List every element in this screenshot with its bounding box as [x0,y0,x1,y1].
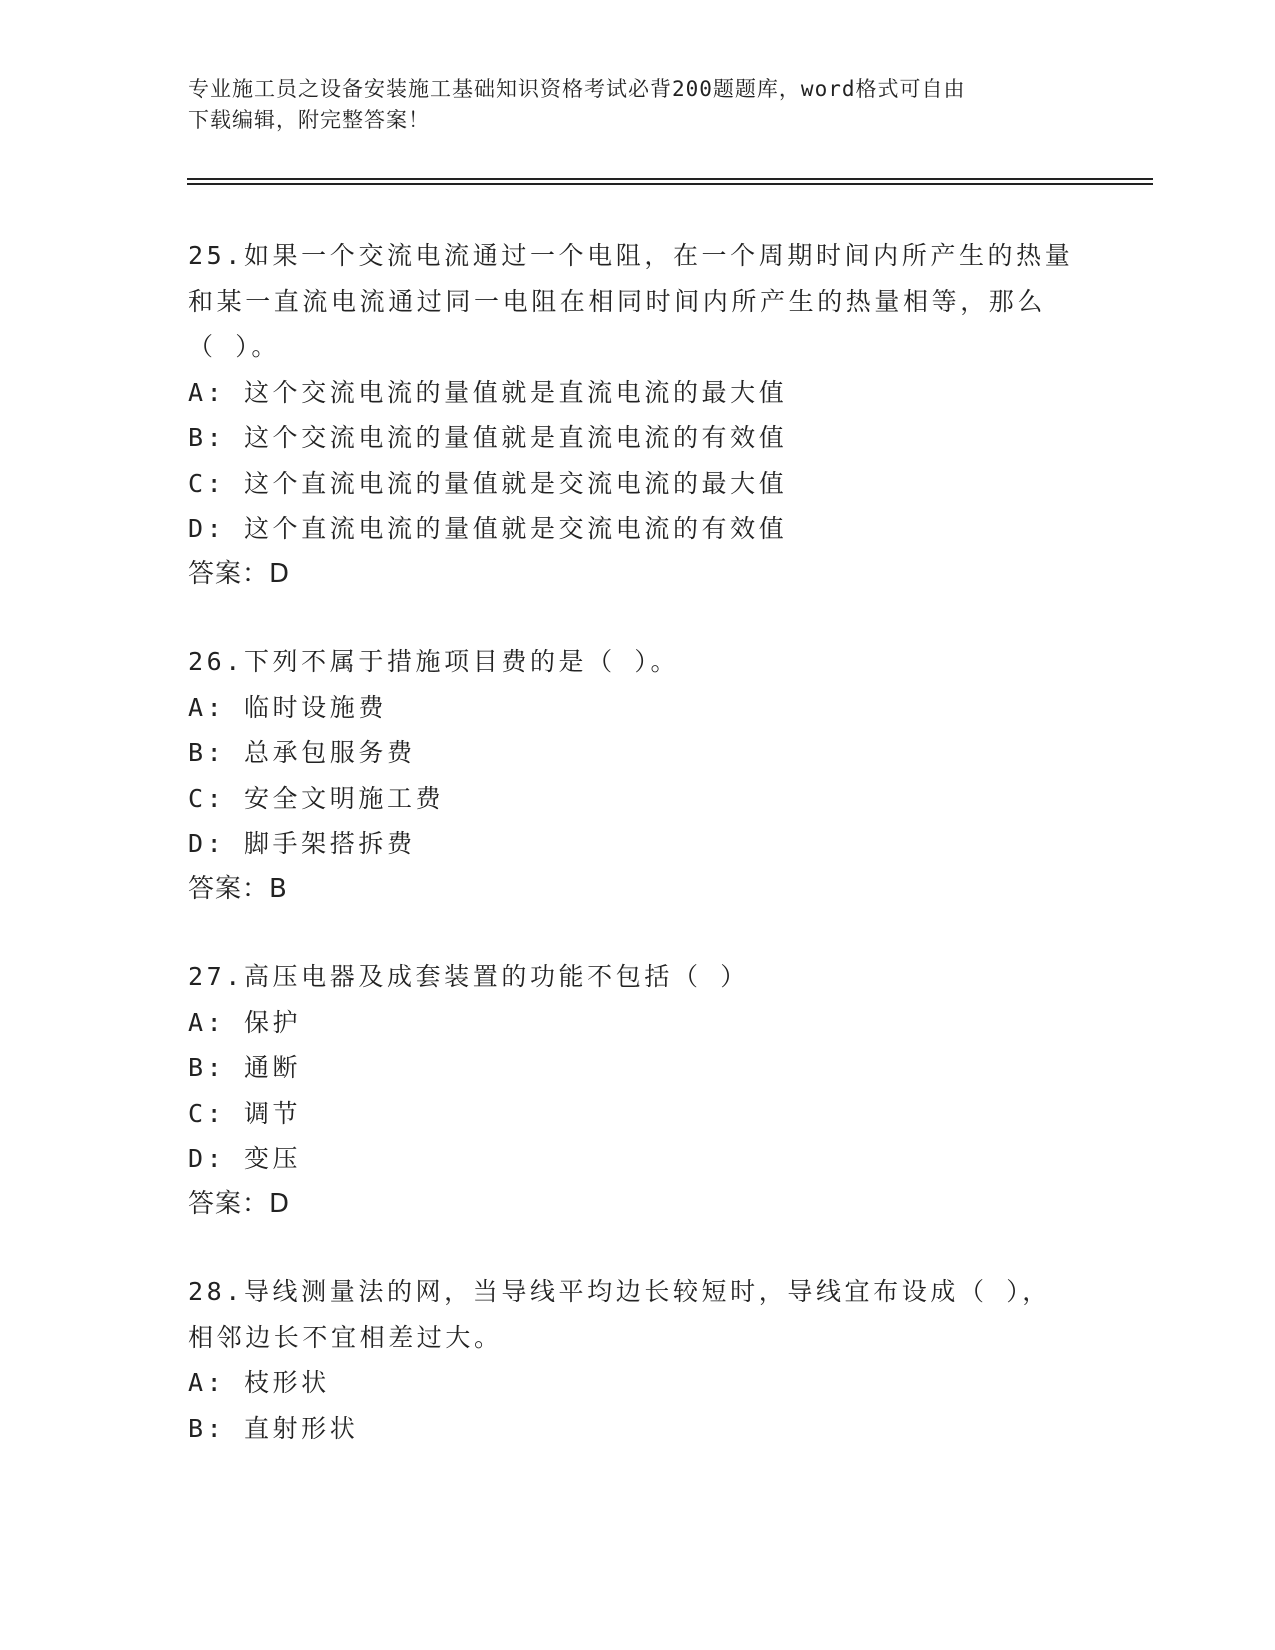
question-stem-line: 25.如果一个交流电流通过一个电阻，在一个周期时间内所产生的热量 [188,241,1074,270]
option-b: B: 这个交流电流的量值就是直流电流的有效值 [188,423,788,452]
option-b: B: 总承包服务费 [188,738,416,767]
option-a: A: 枝形状 [188,1368,330,1397]
option-c: C: 安全文明施工费 [188,783,445,813]
question-list [188,233,1088,1493]
question-25 [188,233,1088,597]
option-c: C: 这个直流电流的量值就是交流电流的最大值 [188,468,788,498]
option-d: D: 变压 [188,1144,302,1173]
question-26 [188,639,1088,912]
header-title-line-2: 下载编辑，附完整答案！ [188,108,430,132]
question-stem-line: 28.导线测量法的网，当导线平均边长较短时，导线宜布设成（ ）， [188,1277,1051,1306]
question-stem-line: （ ）。 [188,332,280,361]
answer-label: 答案：B [188,873,288,904]
header-title-line-1: 专业施工员之设备安装施工基础知识资格考试必背200题题库，word格式可自由 [188,77,966,101]
document-header [188,74,1068,136]
option-a: A: 保护 [188,1007,302,1037]
option-c: C: 调节 [188,1098,302,1128]
option-a: A: 这个交流电流的量值就是直流电流的最大值 [188,377,788,407]
header-divider-bottom [187,183,1153,185]
answer-label: 答案：D [188,1188,291,1219]
question-stem-line: 相邻边长不宜相差过大。 [188,1322,503,1352]
answer-label: 答案：D [188,558,291,589]
option-b: B: 直射形状 [188,1413,359,1443]
option-d: D: 这个直流电流的量值就是交流电流的有效值 [188,514,788,543]
option-d: D: 脚手架搭拆费 [188,829,416,858]
question-27 [188,954,1088,1227]
question-28 [188,1269,1088,1451]
question-stem-line: 26.下列不属于措施项目费的是（ ）。 [188,647,680,676]
question-stem-line: 和某一直流电流通过同一电阻在相同时间内所产生的热量相等，那么 [188,286,1047,316]
header-divider-top [187,178,1153,180]
option-b: B: 通断 [188,1053,302,1082]
option-a: A: 临时设施费 [188,692,387,722]
question-stem-line: 27.高压电器及成套装置的功能不包括（ ） [188,962,749,991]
